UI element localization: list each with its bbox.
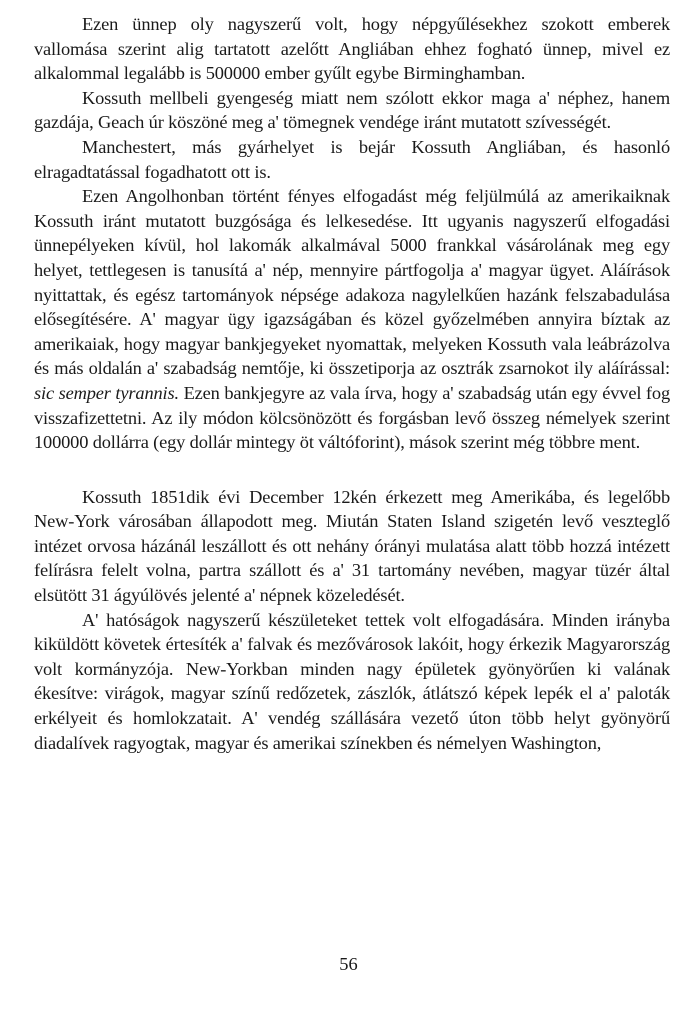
paragraph-4-text-after: Ezen bankjegyre az vala írva, hogy a' szabadság után egy évvel fog visszafizettetni. Az ily módon kölcsönözött és forgásban levő összeg némelyek szerint 100000 dollárra (egy dollár mintegy öt váltóforint), mások szerint még többre ment. [34,382,670,453]
page-number: 56 [339,954,358,974]
latin-motto: sic semper tyrannis. [34,382,179,403]
section-gap [34,455,670,485]
paragraph-3: Manchestert, más gyárhelyet is bejár Kossuth Angliában, és hasonló elragadtatással fogadhatott ott is. [34,136,670,182]
paragraph-4 [34,184,670,455]
paragraph-4-text-before: Ezen Angolhonban történt fényes elfogadást még feljülmúlá az amerikaiknak Kossuth iránt mutatott buzgósága és lelkesedése. Itt ugyanis nagyszerű elfogadási ünnepélyeken kívül, hol lakomák alkalmával 5000 frankkal vásárolának meg egy helyet, tettlegesen is tanusítá a' nép, mennyire pártfogolja a' magyar ügyet. Aláírások nyittattak, és egész tartományok népsége adakoza nagylelkűen hazánk felszabadulása elősegítésére. A' magyar ügy igazságában és közel győzelmében annyira bíztak az amerikaiak, hogy magyar bankjegyeket nyomattak, melyeken Kossuth vala leábrázolva és más oldalán a' szabadság nemtője, ki összetiporja az osztrák zsarnokot ily aláírással: [34,186,670,379]
document-page [34,12,670,755]
paragraph-1: Ezen ünnep oly nagyszerű volt, hogy népgyűlésekhez szokott emberek vallomása szerint alig tartatott azelőtt Angliában ehhez fogható ünnep, mivel ez alkalommal legalább is 500000 ember gyűlt egybe Birminghamban. [34,14,670,84]
paragraph-6: A' hatóságok nagyszerű készületeket tettek volt elfogadására. Minden irányba kiküldött követek értesíték a' falvak és mezővárosok lakóit, hogy érkezik Magyarország volt kormányzója. New-Yorkban minden nagy épületek gyönyörűen ki valának ékesítve: virágok, magyar színű redőzetek, zászlók, átlátszó képek lepék el a' paloták erkélyeit és homlokzatait. A' vendég szállására vezető úton több helyt gyönyörű diadalívek ragyogtak, magyar és amerikai színekben és némelyen Washington, [34,609,670,753]
paragraph-2: Kossuth mellbeli gyengeség miatt nem szólott ekkor maga a' néphez, hanem gazdája, Geach úr köszöné meg a' tömegnek vendége iránt mutatott szívességét. [34,87,670,133]
paragraph-5: Kossuth 1851dik évi December 12kén érkezett meg Amerikába, és legelőbb New-York városában állapodott meg. Miután Staten Island szigetén levő veszteglő intézet orvosa házánál leszállott és ott nehány órányi mulatása alatt több hozzá intézett felírásra felelt volna, partra szállott és a' 31 tartomány nevében, magyar tüzér által elsütött 31 ágyúlövés jelenté a' népnek közeledését. [34,486,670,606]
